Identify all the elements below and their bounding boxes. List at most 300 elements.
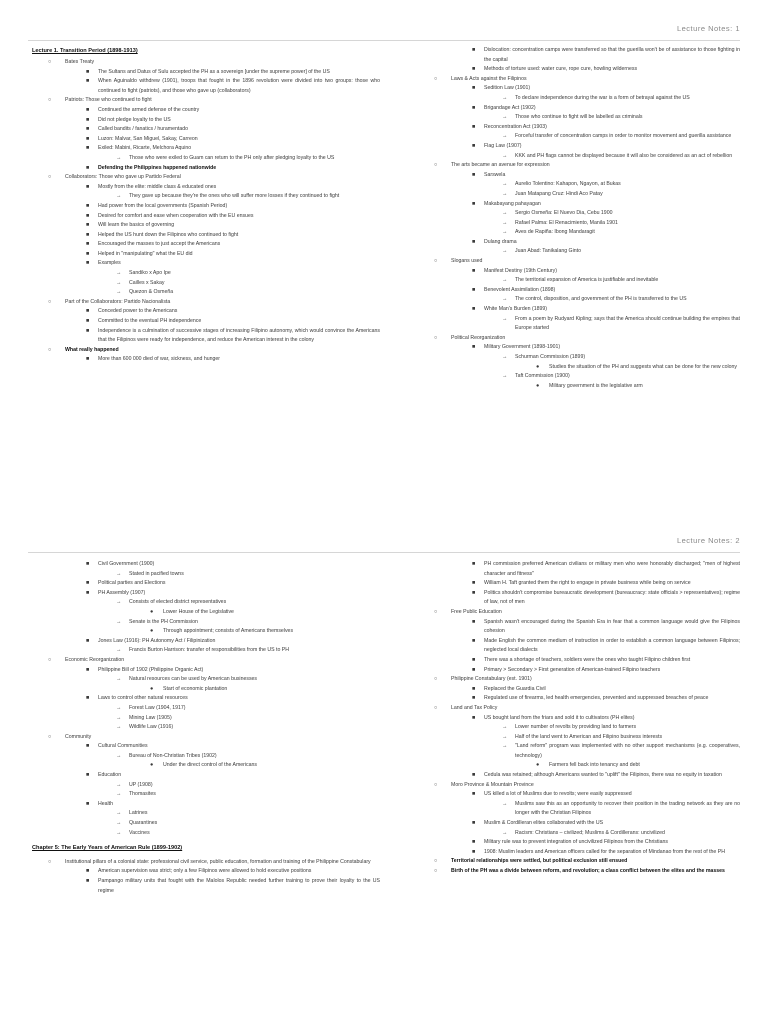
bullet-circle-icon: ○ <box>48 298 52 305</box>
list-item <box>32 618 380 628</box>
list-item-text: Benevolent Assimilation (1898) <box>484 286 556 293</box>
list-item-text: Dulang drama <box>484 238 517 245</box>
list-item-text: Jones Law (1916): PH Autonomy Act / Filipinization <box>98 637 216 644</box>
list-item-text: Independence is a culmination of successive stages of increasing Filipino autonomy, which would convince the Americans that the Filipinos were ready for independence, and reduce the American interest in the colony <box>98 327 380 344</box>
list-item <box>418 838 740 848</box>
bullet-arrow-icon: → <box>502 277 508 284</box>
list-item <box>32 259 380 269</box>
list-item-text: Aurelio Tolentino: Kahapon, Ngayon, at Bukas <box>515 181 621 188</box>
bullet-square-icon: ■ <box>86 145 90 152</box>
page-header <box>28 0 740 41</box>
bullet-square-icon: ■ <box>86 637 90 644</box>
list-item <box>418 343 740 353</box>
list-item-text: "Land reform" program was implemented with no other support mechanisms (e.g. cooperatives, technology) <box>515 743 740 759</box>
bullet-square-icon: ■ <box>472 344 476 351</box>
list-item-text: Primary > Secondary > First generation of American-trained Filipino teachers <box>484 666 661 673</box>
list-item <box>418 113 740 123</box>
list-item-text: Cultural Communities <box>98 743 148 750</box>
list-item <box>32 125 380 135</box>
bullet-circle-icon: ○ <box>434 334 438 341</box>
list-item-text: Those who were exiled to Guam can return to the PH only after pledging loyalty to the US <box>129 154 335 161</box>
list-item <box>418 123 740 133</box>
list-item <box>32 307 380 317</box>
list-item-text: The control, disposition, and government of the PH is transferred to the US <box>515 296 687 303</box>
bullet-circle-icon: ○ <box>48 174 52 181</box>
bullet-arrow-icon: → <box>116 829 122 836</box>
list-item <box>418 848 740 858</box>
bullet-square-icon: ■ <box>86 68 90 75</box>
list-item-text: Those who continue to fight will be labelled as criminals <box>515 114 643 121</box>
bullet-dot-icon: ● <box>150 685 154 692</box>
list-item-text: Territorial relationships were settled, but political exclusion still ensued <box>451 858 628 865</box>
bullet-square-icon: ■ <box>86 202 90 209</box>
bullet-arrow-icon: → <box>502 190 508 197</box>
list-item-text: Rafael Palma: El Renacimiento, Manila 1901 <box>515 219 618 226</box>
list-item <box>32 589 380 599</box>
bullet-square-icon: ■ <box>472 66 476 73</box>
list-item <box>32 250 380 260</box>
notes-list <box>418 560 740 877</box>
list-item <box>32 346 380 356</box>
list-item-text: Schurman Commission (1899) <box>515 354 586 360</box>
list-item-text: Farmers fell back into tenancy and debt <box>549 762 640 769</box>
bullet-arrow-icon: → <box>116 714 122 721</box>
bullet-circle-icon: ○ <box>434 162 438 169</box>
list-item <box>418 152 740 162</box>
list-item-text: There was a shortage of teachers, soldiers were the ones who taught Filipino children first <box>484 656 691 663</box>
list-item <box>418 219 740 229</box>
bullet-arrow-icon: → <box>502 733 508 740</box>
bullet-square-icon: ■ <box>86 260 90 267</box>
bullet-circle-icon: ○ <box>48 97 52 104</box>
list-item <box>32 240 380 250</box>
list-item-text: Latrines <box>129 810 148 817</box>
bullet-arrow-icon: → <box>502 94 508 101</box>
list-item-text: Slogans used <box>451 258 483 265</box>
list-item <box>418 104 740 114</box>
list-item-text: Cedula was retained; although Americans wanted to "uplift" the Filipinos, there was no equity in taxation <box>484 772 722 779</box>
bullet-circle-icon: ○ <box>434 676 438 683</box>
list-item <box>418 200 740 210</box>
list-item-text: Wildlife Law (1916) <box>129 724 174 731</box>
list-item-text: Sarswela <box>484 171 506 178</box>
bullet-circle-icon: ○ <box>48 733 52 740</box>
list-item <box>418 238 740 248</box>
right-column <box>418 46 740 391</box>
list-item <box>32 164 380 174</box>
bullet-arrow-icon: → <box>116 193 122 200</box>
bullet-square-icon: ■ <box>472 685 476 692</box>
list-item-text: Racism: Christians – civilized; Muslims & Cordillerans: uncivilized <box>515 829 665 836</box>
list-item-text: Flag Law (1907) <box>484 142 522 149</box>
list-item <box>418 704 740 714</box>
list-item-text: KKK and PH flags cannot be displayed because it will also be considered as an act of rebellion <box>515 152 733 159</box>
list-item <box>32 68 380 78</box>
list-item <box>32 800 380 810</box>
list-item-text: The arts became an avenue for expression <box>451 162 550 169</box>
bullet-arrow-icon: → <box>116 810 122 817</box>
list-item <box>418 161 740 171</box>
list-item-text: Start of economic plantation <box>163 685 228 692</box>
bullet-square-icon: ■ <box>472 839 476 846</box>
list-item <box>32 135 380 145</box>
bullet-dot-icon: ● <box>536 762 540 769</box>
list-item <box>32 144 380 154</box>
bullet-square-icon: ■ <box>86 164 90 171</box>
list-item <box>418 132 740 142</box>
list-item-text: PH commission preferred American civilians or military men who were honorably discharged; "men of highest character and fitness" <box>484 561 740 577</box>
list-item <box>32 685 380 695</box>
bullet-arrow-icon: → <box>502 829 508 836</box>
list-item-text: Exiled: Mabini, Ricarte, Melchora Aquino <box>98 145 192 152</box>
bullet-arrow-icon: → <box>502 114 508 121</box>
list-item <box>418 857 740 867</box>
list-item-text: Examples <box>98 260 121 267</box>
page-title: Lecture Notes: 2 <box>676 536 740 545</box>
list-item <box>32 819 380 829</box>
bullet-square-icon: ■ <box>472 561 476 567</box>
list-item <box>32 58 380 68</box>
list-item-text: UP (1908) <box>129 781 153 788</box>
bullet-arrow-icon: → <box>502 181 508 188</box>
bullet-dot-icon: ● <box>150 608 154 615</box>
bullet-circle-icon: ○ <box>48 858 52 865</box>
list-item <box>32 212 380 222</box>
list-item <box>32 154 380 164</box>
list-item <box>32 608 380 618</box>
bullet-dot-icon: ● <box>536 382 540 389</box>
list-item <box>32 579 380 589</box>
list-item <box>32 829 380 839</box>
list-item-text: Conceded power to the Americans <box>98 308 178 315</box>
bullet-square-icon: ■ <box>86 241 90 248</box>
lecture-page-2 <box>0 512 768 1024</box>
list-item-text: Natural resources can be used by American businesses <box>129 676 258 683</box>
bullet-arrow-icon: → <box>116 270 122 277</box>
list-item <box>418 656 740 666</box>
bullet-arrow-icon: → <box>502 133 508 140</box>
bullet-arrow-icon: → <box>502 248 508 255</box>
list-item <box>418 65 740 75</box>
list-item <box>32 858 380 868</box>
list-item <box>32 694 380 704</box>
bullet-arrow-icon: → <box>502 219 508 226</box>
list-item <box>418 315 740 334</box>
list-item-text: Patriots: Those who continued to fight <box>65 97 152 104</box>
list-item-text: Regulated use of firearms, led health emergencies, prevented and suppressed breaches of peace <box>484 695 709 702</box>
bullet-square-icon: ■ <box>472 238 476 245</box>
list-item <box>32 298 380 308</box>
bullet-circle-icon: ○ <box>434 868 438 874</box>
list-item <box>32 116 380 126</box>
list-item-text: Forceful transfer of concentration camps in order to monitor movement and guerilla assistance <box>515 133 732 140</box>
section-heading <box>32 844 380 854</box>
list-item-text: Helped in "manipulating" what the EU did <box>98 250 193 257</box>
list-item-text: Bates Treaty <box>65 59 95 65</box>
bullet-square-icon: ■ <box>472 123 476 130</box>
bullet-square-icon: ■ <box>472 772 476 779</box>
bullet-square-icon: ■ <box>472 47 476 53</box>
list-item-text: Lower House of the Legislative <box>163 608 234 615</box>
list-item-text: Laws to control other natural resources <box>98 695 188 702</box>
list-item-text: Stated in pacified towns <box>129 570 184 577</box>
list-item <box>32 742 380 752</box>
list-item-text: Muslims saw this as an opportunity to recover their position in the trading network as they are no longer with the Christian Filipinos <box>515 800 740 817</box>
bullet-square-icon: ■ <box>472 848 476 855</box>
list-item-text: Luzon: Malvar, San Miguel, Sakay, Carreon <box>98 135 198 142</box>
list-item-text: American supervision was strict; only a few Filipinos were allowed to hold executive positions <box>98 868 312 875</box>
list-item-text: Aves de Rapiña: Ibong Mandaragit <box>515 229 595 236</box>
list-item-text: PH Assembly (1907) <box>98 589 146 596</box>
list-item <box>418 675 740 685</box>
bullet-arrow-icon: → <box>502 229 508 236</box>
bullet-square-icon: ■ <box>472 85 476 92</box>
bullet-arrow-icon: → <box>502 800 508 807</box>
list-item-text: Will learn the basics of governing <box>98 222 175 229</box>
list-item-text: Had power from the local governments (Spanish Period) <box>98 202 228 209</box>
list-item <box>32 269 380 279</box>
list-item <box>32 96 380 106</box>
list-item-text: Did not pledge loyalty to the US <box>98 116 171 123</box>
list-item-text: Spanish wasn't encouraged during the Spanish Era in fear that a common language would give the Filipinos cohesion <box>484 618 740 635</box>
bullet-arrow-icon: → <box>116 279 122 286</box>
notes-list <box>32 560 380 896</box>
list-item <box>418 84 740 94</box>
bullet-arrow-icon: → <box>502 373 508 380</box>
list-item-text: Sedition Law (1901) <box>484 85 531 92</box>
bullet-arrow-icon: → <box>502 724 508 731</box>
bullet-square-icon: ■ <box>472 286 476 293</box>
list-item <box>32 598 380 608</box>
list-item <box>418 819 740 829</box>
list-item-text: Education <box>98 772 122 779</box>
bullet-square-icon: ■ <box>86 116 90 123</box>
list-item <box>418 618 740 637</box>
bullet-square-icon: ■ <box>86 743 90 750</box>
list-item <box>418 180 740 190</box>
bullet-dot-icon: ● <box>150 762 154 769</box>
bullet-circle-icon: ○ <box>48 656 52 663</box>
list-item <box>32 183 380 193</box>
bullet-arrow-icon: → <box>116 618 122 625</box>
list-item-text: Desired for comfort and ease when cooperation with the EU ensues <box>98 212 254 219</box>
bullet-square-icon: ■ <box>86 580 90 587</box>
list-item <box>418 790 740 800</box>
bullet-arrow-icon: → <box>116 781 122 788</box>
bullet-square-icon: ■ <box>472 589 476 596</box>
bullet-square-icon: ■ <box>472 820 476 827</box>
list-item <box>418 608 740 618</box>
list-item-text: US bought land from the friars and sold it to cultivators (PH elites) <box>484 714 635 721</box>
list-item-text: Quezon & Osmeña <box>129 289 174 296</box>
list-item-text: Lower number of revolts by providing land to farmers <box>515 724 637 731</box>
bullet-square-icon: ■ <box>472 618 476 625</box>
bullet-dot-icon: ● <box>150 628 154 635</box>
list-item-text: Pampango military units that fought with the Malolos Republic needed further training to prove their loyalty to the US regime <box>98 878 380 894</box>
list-item <box>32 317 380 327</box>
list-item <box>418 694 740 704</box>
list-item <box>418 353 740 363</box>
list-item-text: Moro Province & Mountain Province <box>451 781 534 788</box>
list-item-text: Made English the common medium of instruction in order to establish a common language between Filipinos; neglected local dialects <box>484 637 740 654</box>
list-item <box>418 209 740 219</box>
list-item <box>32 809 380 819</box>
bullet-arrow-icon: → <box>116 647 122 654</box>
list-item-text: Part of the Collaborators: Partido Nacionalista <box>65 298 171 305</box>
list-item <box>32 761 380 771</box>
list-item-text: Vaccines <box>129 829 150 836</box>
list-item <box>418 228 740 238</box>
bullet-arrow-icon: → <box>116 154 122 161</box>
list-item-text: Mostly from the elite: middle class & educated ones <box>98 183 217 190</box>
bullet-square-icon: ■ <box>472 580 476 587</box>
list-item-text: Political Reorganization <box>451 334 506 341</box>
list-item-text: Through appointment; consists of Americans themselves <box>163 628 294 635</box>
list-item <box>418 276 740 286</box>
bullet-square-icon: ■ <box>472 200 476 207</box>
list-item-text: William H. Taft granted them the right to engage in private business while being on service <box>484 580 691 587</box>
bullet-square-icon: ■ <box>472 267 476 274</box>
list-item-text: Free Public Education <box>451 608 502 615</box>
list-item-text: Military government is the legislative arm <box>549 382 643 389</box>
right-column <box>418 560 740 877</box>
bullet-square-icon: ■ <box>86 356 90 363</box>
list-item <box>418 867 740 877</box>
list-item-text: Methods of torture used: water cure, rope cure, howling wilderness <box>484 66 638 73</box>
list-item <box>418 75 740 85</box>
list-item-text: Senate is the PH Commission <box>129 618 198 625</box>
list-item <box>418 295 740 305</box>
list-item-text: Defending the Philippines happened nationwide <box>98 164 217 171</box>
bullet-circle-icon: ○ <box>48 59 52 65</box>
list-item <box>32 570 380 580</box>
bullet-arrow-icon: → <box>116 791 122 798</box>
bullet-square-icon: ■ <box>472 104 476 111</box>
list-item-text: Muslim & Cordilleran elites collaborated with the US <box>484 820 604 827</box>
list-item-text: Taft Commission (1900) <box>515 373 570 380</box>
list-item <box>418 771 740 781</box>
list-item <box>32 771 380 781</box>
bullet-square-icon: ■ <box>86 868 90 875</box>
list-item-text: What really happened <box>65 346 119 353</box>
bullet-square-icon: ■ <box>86 231 90 238</box>
list-item <box>418 560 740 579</box>
list-item-text: Chapter 5: The Early Years of American Rule (1899-1902) <box>32 845 183 852</box>
list-item-text: Called bandits / fanatics / huramentado <box>98 126 188 133</box>
list-item <box>418 829 740 839</box>
list-item-text: Politics shouldn't compromise bureaucratic development (bureaucracy: state officials > representatives); regime of law, not of men <box>484 589 740 606</box>
list-item-text: From a poem by Rudyard Kipling; says that the America should continue building the empires that Europe started <box>515 315 740 332</box>
bullet-arrow-icon: → <box>502 210 508 217</box>
list-item <box>418 781 740 791</box>
list-item <box>32 77 380 96</box>
list-item <box>418 286 740 296</box>
bullet-square-icon: ■ <box>86 250 90 257</box>
list-item-text: Thomasites <box>129 791 156 798</box>
list-item-text: Under the direct control of the Americans <box>163 762 257 769</box>
bullet-circle-icon: ○ <box>434 704 438 711</box>
list-item <box>32 675 380 685</box>
list-item <box>418 589 740 608</box>
list-item-text: Reconcentration Act (1903) <box>484 123 547 130</box>
bullet-circle-icon: ○ <box>434 858 438 865</box>
list-item-text: Sergio Osmeña: El Nuevo Dia, Cebu 1900 <box>515 210 613 217</box>
notes-list <box>32 58 380 365</box>
page-header <box>28 512 740 553</box>
list-item <box>418 171 740 181</box>
bullet-arrow-icon: → <box>116 820 122 827</box>
bullet-circle-icon: ○ <box>434 608 438 615</box>
bullet-square-icon: ■ <box>86 800 90 807</box>
list-item <box>32 637 380 647</box>
list-item <box>32 752 380 762</box>
list-item-text: Manifest Destiny (19th Century) <box>484 267 557 274</box>
bullet-square-icon: ■ <box>86 126 90 133</box>
list-item <box>32 781 380 791</box>
list-item <box>32 231 380 241</box>
bullet-square-icon: ■ <box>86 308 90 315</box>
bullet-square-icon: ■ <box>86 78 90 85</box>
bullet-square-icon: ■ <box>86 327 90 334</box>
list-item <box>32 704 380 714</box>
bullet-square-icon: ■ <box>472 142 476 149</box>
list-item-text: They gave up because they're the ones who will suffer more losses if they continued to fight <box>129 193 340 200</box>
bullet-arrow-icon: → <box>116 289 122 296</box>
bullet-square-icon: ■ <box>86 222 90 229</box>
list-item <box>32 221 380 231</box>
list-item <box>32 656 380 666</box>
list-item-text: Quarantines <box>129 820 158 827</box>
bullet-square-icon: ■ <box>472 714 476 721</box>
list-item-text: Philippine Constabulary (est. 1901) <box>451 676 532 683</box>
list-item <box>418 637 740 656</box>
list-item <box>32 355 380 365</box>
list-item <box>32 106 380 116</box>
bullet-circle-icon: ○ <box>434 75 438 82</box>
bullet-circle-icon: ○ <box>48 346 52 353</box>
list-item-text: Political parties and Elections <box>98 580 166 587</box>
list-item <box>418 247 740 257</box>
list-item-text: To declare independence during the war is a form of betrayal against the US <box>515 94 690 101</box>
list-item-text: Civil Government (1900) <box>98 561 155 567</box>
list-item <box>418 190 740 200</box>
list-item <box>418 305 740 315</box>
list-item-text: Continued the armed defense of the country <box>98 106 200 113</box>
list-item-text: Military rule was to prevent integration of uncivilized Filipinos from the Christians <box>484 839 668 846</box>
list-item <box>32 666 380 676</box>
list-item-text: Mining Law (1905) <box>129 714 172 721</box>
list-item-text: Makabayang pahayagan <box>484 200 541 207</box>
list-item <box>32 733 380 743</box>
list-item <box>418 382 740 392</box>
list-item-text: Cailles x Sakay <box>129 279 165 286</box>
list-item-text: Economic Reorganization <box>65 656 125 663</box>
list-item-text: Consists of elected district representatives <box>129 599 227 606</box>
list-item <box>418 761 740 771</box>
bullet-square-icon: ■ <box>86 212 90 219</box>
bullet-arrow-icon: → <box>502 152 508 159</box>
list-item <box>32 202 380 212</box>
bullet-square-icon: ■ <box>472 171 476 178</box>
list-item <box>418 46 740 65</box>
bullet-arrow-icon: → <box>116 724 122 731</box>
bullet-arrow-icon: → <box>116 704 122 711</box>
bullet-arrow-icon: → <box>502 315 508 322</box>
list-item-text: Half of the land went to American and Filipino business interests <box>515 733 663 740</box>
bullet-circle-icon: ○ <box>434 781 438 788</box>
left-column <box>32 48 380 365</box>
list-item-text: Studies the situation of the PH and suggests what can be done for the new colony <box>549 363 738 370</box>
